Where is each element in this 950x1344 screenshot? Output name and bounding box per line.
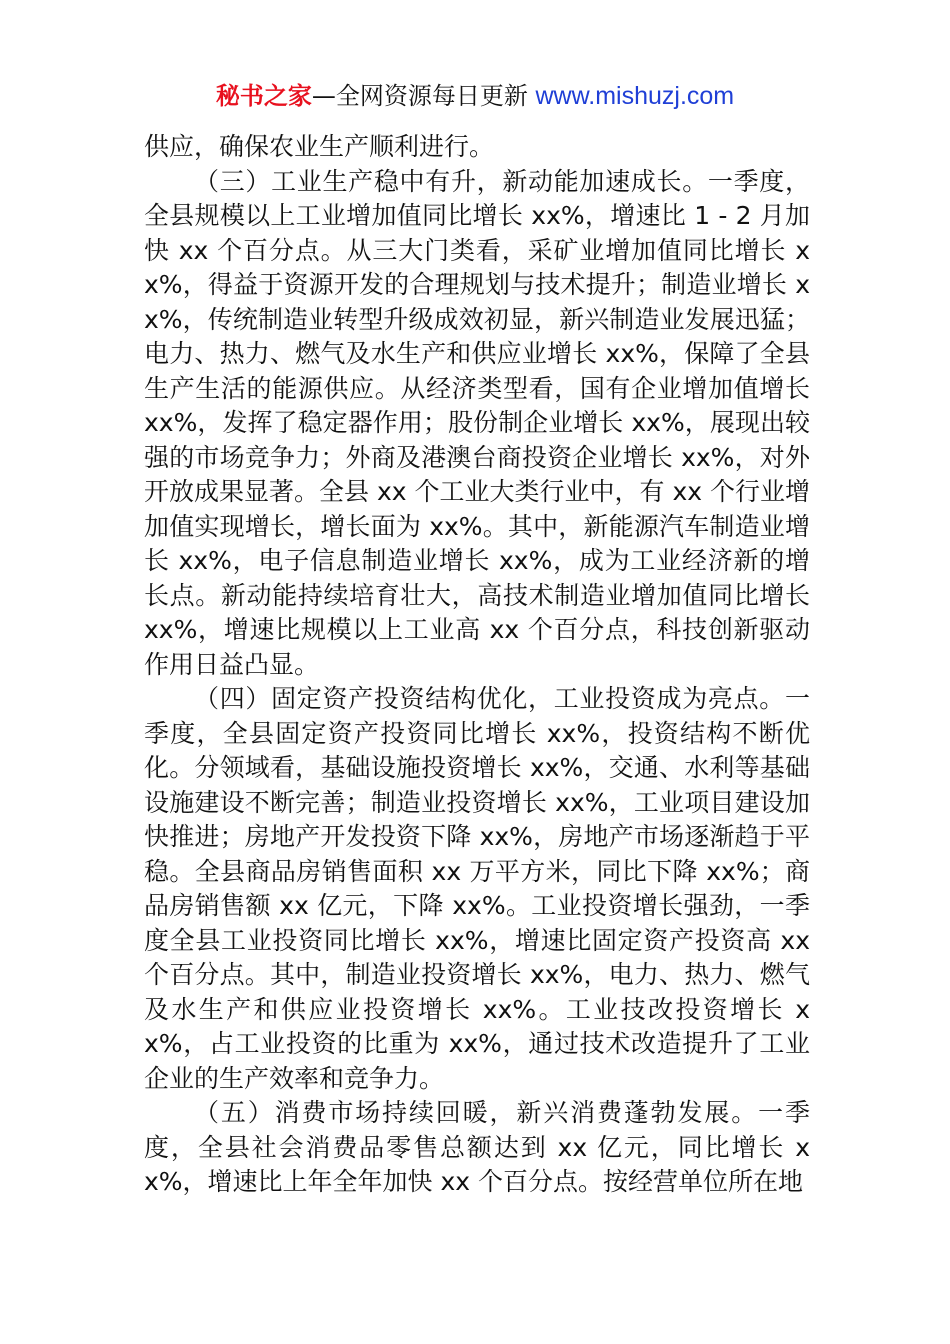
paragraph-consumer-market: （五）消费市场持续回暖，新兴消费蓬勃发展。一季度，全县社会消费品零售总额达到 xx 亿元，同比增长 xx%，增速比上年全年加快 xx 个百分点。按经营单位所在地 [144, 1098, 810, 1196]
paragraph-continuation: 供应，确保农业生产顺利进行。 [144, 132, 495, 161]
header-tagline: —全网资源每日更新 [311, 82, 536, 110]
website-link[interactable]: www.mishuzj.com [535, 82, 735, 110]
page-header [0, 81, 950, 111]
paragraph-fixed-asset-investment: （四）固定资产投资结构优化，工业投资成为亮点。一季度，全县固定资产投资同比增长 xx%，投资结构不断优化。分领域看，基础设施投资增长 xx%，交通、水利等基础设施建设不断完善；制造业投资增长 xx%，工业项目建设加快推进；房地产开发投资下降 xx%，房地产市场逐渐趋于平稳。全县商品房销售面积 xx 万平方米，同比下降 xx%；商品房销售额 xx 亿元，下降 xx%。工业投资增长强劲，一季度全县工业投资同比增长 xx%，增速比固定资产投资高 xx 个百分点。其中，制造业投资增长 xx%，电力、热力、燃气及水生产和供应业投资增长 xx%。工业技改投资增长 xx%，占工业投资的比重为 xx%，通过技术改造提升了工业企业的生产效率和竞争力。 [144, 684, 810, 1093]
paragraph-industrial-production: （三）工业生产稳中有升，新动能加速成长。一季度，全县规模以上工业增加值同比增长 xx%，增速比 1 - 2 月加快 xx 个百分点。从三大门类看，采矿业增加值同比增长 xx%，得益于资源开发的合理规划与技术提升；制造业增长 xx%，传统制造业转型升级成效初显，新兴制造业发展迅猛；电力、热力、燃气及水生产和供应业增长 xx%，保障了全县生产生活的能源供应。从经济类型看，国有企业增加值增长 xx%，发挥了稳定器作用；股份制企业增长 xx%，展现出较强的市场竞争力；外商及港澳台商投资企业增长 xx%，对外开放成果显著。全县 xx 个工业大类行业中，有 xx 个行业增加值实现增长，增长面为 xx%。其中，新能源汽车制造业增长 xx%，电子信息制造业增长 xx%，成为工业经济新的增长点。新动能持续培育壮大，高技术制造业增加值同比增长 xx%，增速比规模以上工业高 xx 个百分点，科技创新驱动作用日益凸显。 [144, 166, 810, 679]
document-body [144, 130, 810, 1200]
brand-name: 秘书之家 [215, 82, 312, 110]
